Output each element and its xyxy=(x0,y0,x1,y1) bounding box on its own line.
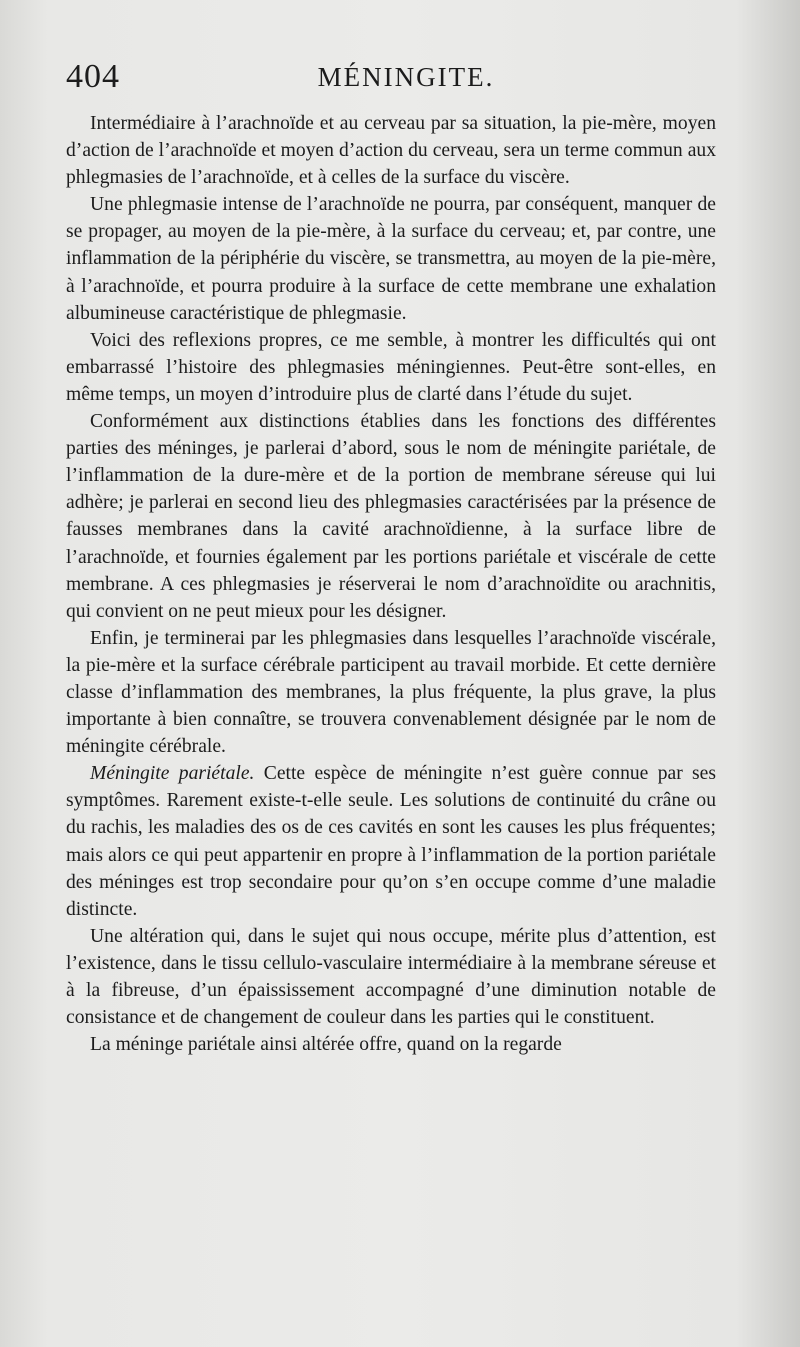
paragraph-text: Cette espèce de méningite n’est guère connue par ses symptômes. Rarement existe-t-elle seule. Les solutions de continuité du crâne ou du rachis, les maladies des os de ces cavités en sont les causes les plus fréquentes; mais alors ce qui peut appartenir en propre à l’inflammation de la portion pariétale des méninges est trop secondaire pour qu’on s’en occupe comme d’une maladie distincte. xyxy=(66,763,716,920)
paragraph xyxy=(66,760,716,923)
paragraph: Enfin, je terminerai par les phlegmasies dans lesquelles l’arachnoïde viscérale, la pie-mère et la surface cérébrale participent au travail morbide. Et cette dernière classe d’inflammation des membranes, la plus fréquente, la plus grave, la plus importante à bien connaître, se trouvera convenablement désignée par le nom de méningite cérébrale. xyxy=(66,627,716,758)
paragraph: Intermédiaire à l’arachnoïde et au cerveau par sa situation, la pie-mère, moyen d’action de l’arachnoïde et moyen d’action du cerveau, sera un terme commun aux phlegmasies de l’arachnoïde, et à celles de la surface du viscère. xyxy=(66,113,716,189)
page-number: 404 xyxy=(66,58,120,95)
paragraph: Conformément aux distinctions établies dans les fonctions des différentes parties des méninges, je parlerai d’abord, sous le nom de méningite pariétale, de l’inflammation de la dure-mère et de la portion de membrane séreuse qui lui adhère; je parlerai en second lieu des phlegmasies caractérisées par la présence de fausses membranes dans la cavité arachnoïdienne, à la surface libre de l’arachnoïde, et fournies également par les portions pariétale et viscérale de cette membrane. A ces phlegmasies je réserverai le nom d’arachnoïdite ou arachnitis, qui convient on ne peut mieux pour les désigner. xyxy=(66,411,716,622)
page-header xyxy=(66,58,716,102)
paragraph: Une altération qui, dans le sujet qui nous occupe, mérite plus d’attention, est l’existence, dans le tissu cellulo-vasculaire intermédiaire à la membrane séreuse et à la fibreuse, d’un épaississement accompagné d’une diminution notable de consistance et de changement de couleur dans les parties qui le constituent. xyxy=(66,925,716,1029)
paragraph: La méninge pariétale ainsi altérée offre, quand on la regarde xyxy=(90,1034,562,1056)
body-text xyxy=(66,110,716,1058)
running-title: MÉNINGITE. xyxy=(317,62,495,92)
paragraph: Une phlegmasie intense de l’arachnoïde ne pourra, par conséquent, manquer de se propager, au moyen de la pie-mère, à la surface du cerveau; et, par contre, une inflammation de la périphérie du viscère, se transmettra, au moyen de la pie-mère, à l’arachnoïde, et pourra produire à la surface de cette membrane une exhalation albumineuse caractéristique de phlegmasie. xyxy=(66,194,716,324)
paragraph: Voici des reflexions propres, ce me semble, à montrer les difficultés qui ont embarrassé l’histoire des phlegmasies méningiennes. Peut-être sont-elles, en même temps, un moyen d’introduire plus de clarté dans l’étude du sujet. xyxy=(66,329,716,405)
section-heading-inline: Méningite pariétale. xyxy=(90,763,255,785)
